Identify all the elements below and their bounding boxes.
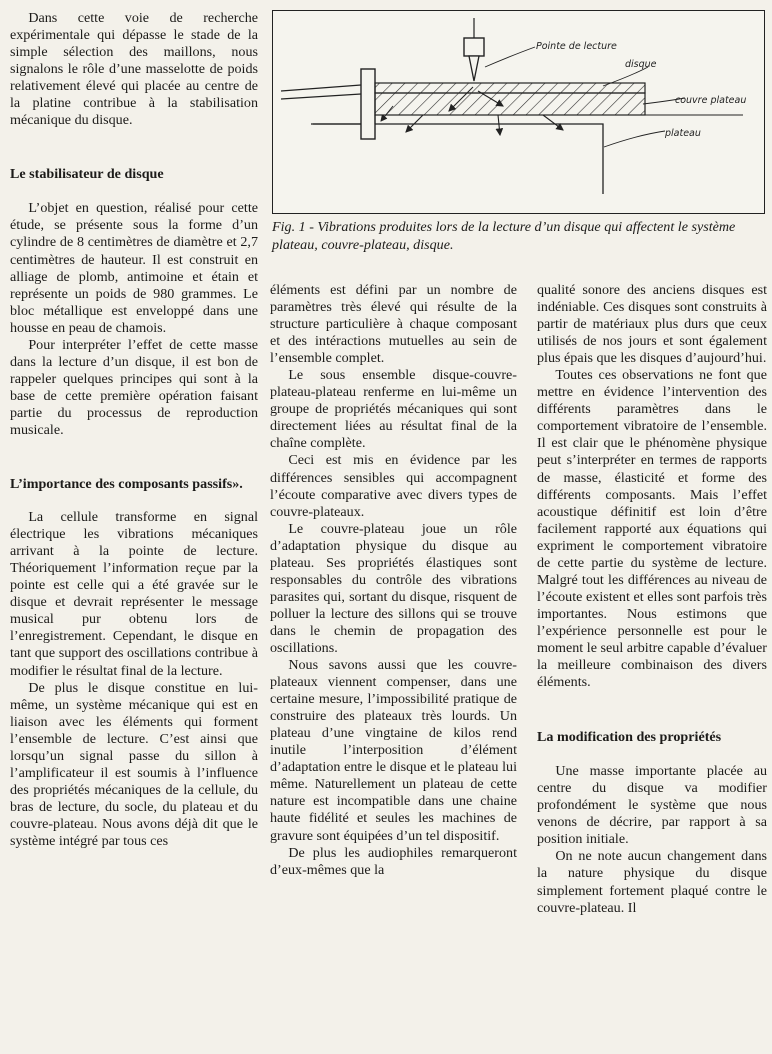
paragraph-elements: éléments est défini par un nombre de paramètres très élevé qui résulte de la structure particulière à chaque composant et des intéractions mutuelles au sein de l’ensemble complet.: [270, 282, 517, 367]
spindle-shape: [361, 69, 375, 139]
paragraph-couvre-plateau: Le couvre-plateau joue un rôle d’adaptation physique du disque au plateau. Ses propriétés élastiques sont responsables du contrôle des vibrations parasites qui, sortant du disque, risquent de polluer la lecture des sillons qui se trouve dans le chemin de propagation des oscillations.: [270, 520, 517, 656]
heading-importance: L’importance des composants passifs».: [10, 476, 243, 493]
label-pointe: Pointe de lecture: [536, 41, 617, 52]
stylus-head: [464, 38, 484, 56]
figure-drawing: [273, 11, 766, 215]
paragraph-intro: Dans cette voie de recherche expérimentale qui dépasse le stade de la simple sélection des maillons, nous signalons le rôle d’une masselotte de poids relativement élevé qui placée au centre de la platine contribue à la stabilisation mécanique du disque.: [10, 10, 258, 129]
disc-shape: [375, 83, 645, 93]
paragraph-toutes: Toutes ces observations ne font que mettre en évidence l’intervention des différents paramètres dans le comportement vibratoire de l’ensemble. Il est clair que le phénomène physique peut s’interpréter en termes de rapports de masse, élasticité et forme des différents composants. Mais l’effet acoustique définitif est loin d’être facilement rapporté aux équations qui expriment le comportement vibratoire de cette partie du système de lecture. Malgré tout les différences au niveau de l’écoute existent et elles sont parfois très importantes. Nous estimons que l’expérience personnelle est pour le moment le seul arbitre capable d’évaluer la meilleure combinaison des divers éléments.: [537, 367, 767, 691]
paragraph-ceci: Ceci est mis en évidence par les différences sensibles qui accompagnent l’écoute comparative avec divers types de couvre-plateaux.: [270, 452, 517, 520]
paragraph-note: On ne note aucun changement dans la nature physique du disque simplement fortement plaqué contre le couvre-plateau. Il: [537, 848, 767, 916]
paragraph-objet: L’objet en question, réalisé pour cette étude, se présente sous la forme d’un cylindre de 8 centimètres de diamètre et 2,7 centimètres de hauteur. Il est construit en alliage de plomb, antimoine et étain et représente un poids de 980 grammes. Le bloc métallique est enveloppé dans une housse en peau de chamois.: [10, 200, 258, 336]
heading-modification: La modification des propriétés: [537, 729, 722, 746]
paragraph-nous-savons: Nous savons aussi que les couvre-plateaux viennent compenser, dans une certaine mesure, l’impossibilité pratique de construire des plateaux très lourds. Un plateau d’une vingtaine de kilos rend inutile l’interposition d’élément d’adaptation entre le disque et le plateau lui même. Naturellement un plateau de cette nature est incompatible dans une chaine haute fidélité et seules les machines de gravure sont équipées d’un tel dispositif.: [270, 657, 517, 844]
paragraph-audiophiles: De plus les audiophiles remarqueront d’eux-mêmes que la: [270, 844, 517, 878]
column-middle: [270, 282, 517, 879]
paragraph-sous-ensemble: Le sous ensemble disque-couvre-plateau-plateau renferme en lui-même un groupe de propriétés mécaniques qui sont directement liées au résultat final de la chaîne complète.: [270, 367, 517, 452]
mat-shape: [375, 93, 645, 115]
paragraph-deplus: De plus le disque constitue en lui-même, un système mécanique qui est en liaison avec les éléments qui forment l’ensemble de lecture. C’est ainsi que lorsqu’un signal passe du sillon à l’amplificateur il est soumis à l’influence des propriétés mécaniques de la cellule, du bras de lecture, du socle, du plateau et du couvre-plateau. Nous avons déjà dit que le système intégré par tous ces: [10, 679, 258, 849]
paragraph-cellule: La cellule transforme en signal électrique les vibrations mécaniques arrivant à la pointe de lecture. Théoriquement l’information reçue par la pointe est celle qui a été gravée sur le disque et devrait représenter le message musical pur obtenu lors de l’enregistrement. Cependant, le disque en tant que support des oscillations contribue à modifier le résultat final de la lecture.: [10, 509, 258, 679]
stylus-tip: [469, 56, 479, 81]
label-disque: disque: [625, 59, 657, 70]
heading-stabilisateur: Le stabilisateur de disque: [10, 166, 164, 183]
label-plateau: plateau: [665, 128, 701, 139]
paragraph-masse: Une masse importante placée au centre du disque va modifier profondément le système que nous venons de décrire, par rapport à sa position initiale.: [537, 763, 767, 848]
column-left: [10, 10, 258, 850]
label-couvre-plateau: couvre plateau: [675, 95, 747, 106]
paragraph-qualite: qualité sonore des anciens disques est indéniable. Ces disques sont construits à partir de matériaux plus durs que ceux utilisés de nos jours et sont également plus épais que les disques d’aujourd’hui.: [537, 282, 767, 367]
figure-caption: Fig. 1 - Vibrations produites lors de la lecture d’un disque qui affectent le système plateau, couvre-plateau, disque.: [272, 219, 736, 253]
plateau-shape: [313, 124, 603, 194]
figure-vibrations: [272, 10, 765, 214]
paragraph-interpreter: Pour interpréter l’effet de cette masse dans la lecture d’un disque, il est bon de rappeler quelques principes qui sont à la base de cette première opération faisant partie du processus de reproduction musicale.: [10, 336, 258, 438]
column-right: [537, 282, 767, 917]
